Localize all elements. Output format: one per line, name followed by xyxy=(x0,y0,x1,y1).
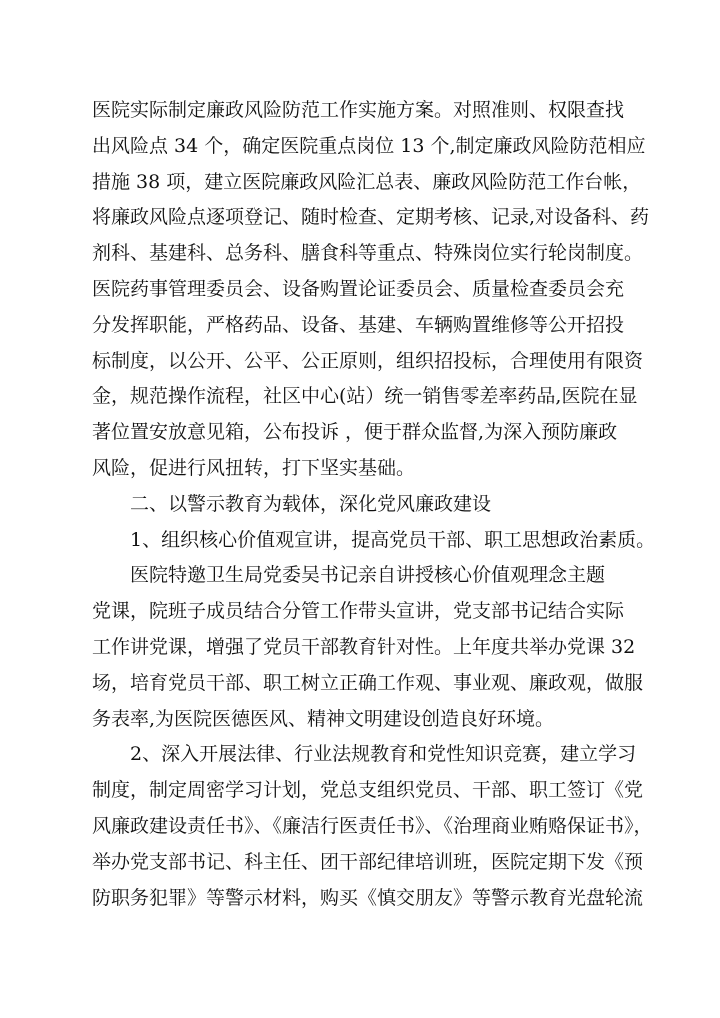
text-line-2: 出风险点 34 个，确定医院重点岗位 13 个,制定廉政风险防范相应 xyxy=(92,134,646,157)
text-line-1: 医院实际制定廉政风险防范工作实施方案。对照准则、权限查找 xyxy=(92,99,625,121)
text-line-22: 举办党支部书记、科主任、团干部纪律培训班，医院定期下发《预 xyxy=(92,850,644,873)
text-line-15: 党课，院班子成员结合分管工作带头宣讲，党支部书记结合实际 xyxy=(92,600,625,623)
text-line-6: 医院药事管理委员会、设备购置论证委员会、质量检查委员会充 xyxy=(92,277,625,300)
text-line-14: 医院特邀卫生局党委吴书记亲自讲授核心价值观理念主题 xyxy=(130,564,606,587)
text-line-21: 风廉政建设责任书》、《廉洁行医责任书》、《治理商业贿赂保证书》， xyxy=(92,814,653,837)
text-line-4: 将廉政风险点逐项登记、随时检查、定期考核、记录,对设备科、药 xyxy=(92,206,650,229)
text-line-17: 场，培育党员干部、职工树立正确工作观、事业观、廉政观，做服 xyxy=(92,671,644,694)
subsection-heading-1: 1、组织核心价值观宣讲，提高党员干部、职工思想政治素质。 xyxy=(130,528,656,551)
text-line-10: 著位置安放意见箱，公布投诉 ，便于群众监督,为深入预防廉政 xyxy=(92,421,618,444)
text-line-20: 制度，制定周密学习计划，党总支组织党员、干部、职工签订《党 xyxy=(92,779,644,802)
document-body xyxy=(92,93,656,916)
subsection-heading-2: 2、深入开展法律、行业法规教育和党性知识竞赛，建立学习 xyxy=(130,743,637,766)
text-line-3: 措施 38 项，建立医院廉政风险汇总表、廉政风险防范工作台帐， xyxy=(92,170,642,193)
text-line-5: 剂科、基建科、总务科、膳食科等重点、特殊岗位实行轮岗制度。 xyxy=(92,242,644,265)
text-line-8: 标制度，以公开、公平、公正原则，组织招投标，合理使用有限资 xyxy=(92,349,644,372)
text-line-18: 务表率,为医院医德医风、精神文明建设创造良好环境。 xyxy=(92,707,555,730)
text-line-11: 风险，促进行风扭转，打下坚实基础。 xyxy=(92,456,416,479)
section-heading: 二、以警示教育为载体，深化党风廉政建设 xyxy=(130,492,492,515)
text-line-16: 工作讲党课，增强了党员干部教育针对性。上年度共举办党课 32 xyxy=(92,635,636,658)
text-line-7: 分发挥职能，严格药品、设备、基建、车辆购置维修等公开招投 xyxy=(92,313,625,336)
text-line-9: 金，规范操作流程，社区中心(站）统一销售零差率药品,医院在显 xyxy=(92,385,638,408)
text-line-23: 防职务犯罪》等警示材料，购买《慎交朋友》等警示教育光盘轮流 xyxy=(92,886,644,909)
